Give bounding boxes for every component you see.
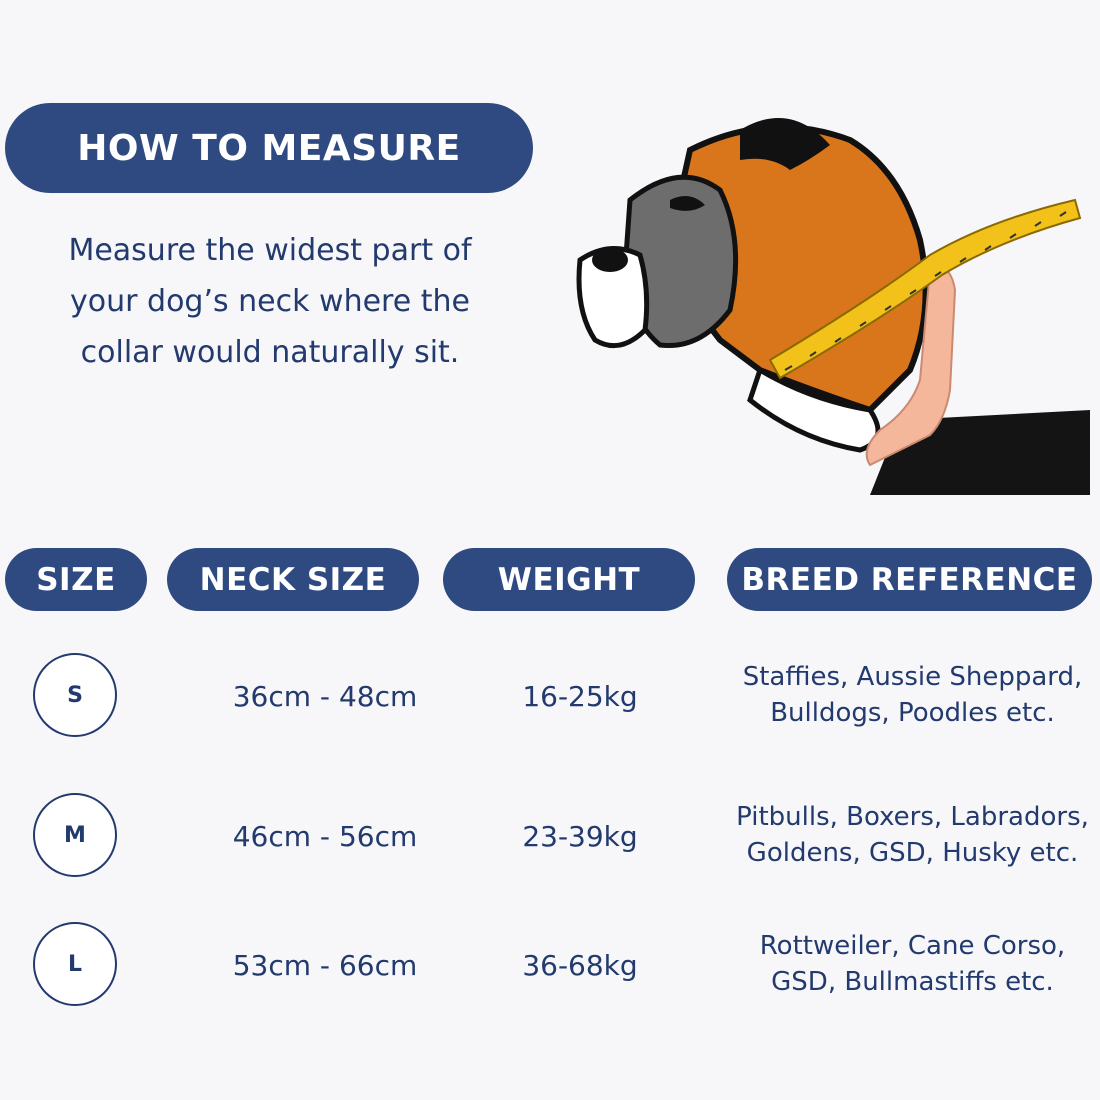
column-header-size: SIZE [5,548,147,611]
instruction-line: collar would naturally sit. [80,335,460,370]
weight-value: 16-25kg [522,680,638,713]
neck-size-value: 36cm - 48cm [232,680,418,713]
weight-value: 36-68kg [522,949,638,982]
how-to-measure-title: HOW TO MEASURE [5,103,533,193]
column-header-weight: WEIGHT [443,548,695,611]
breed-line: Staffies, Aussie Sheppard, [742,662,1083,692]
instruction-line: your dog’s neck where the [70,284,470,319]
breed-line: GSD, Bullmastiffs etc. [771,967,1054,997]
instruction-line: Measure the widest part of [68,233,472,268]
size-badge: M [33,793,117,877]
breed-reference [725,659,1100,731]
breed-line: Bulldogs, Poodles etc. [770,698,1055,728]
column-header-neck-size: NECK SIZE [167,548,419,611]
size-badge: L [33,922,117,1006]
boxer-dog-measuring-tape-icon [570,90,1090,495]
breed-line: Pitbulls, Boxers, Labradors, [736,802,1089,832]
measure-instructions [20,225,520,378]
breed-reference [725,928,1100,1000]
neck-size-value: 46cm - 56cm [232,820,418,853]
breed-line: Rottweiler, Cane Corso, [759,931,1066,961]
weight-value: 23-39kg [522,820,638,853]
size-badge: S [33,653,117,737]
breed-line: Goldens, GSD, Husky etc. [746,838,1079,868]
breed-reference [725,799,1100,871]
column-header-breed-reference: BREED REFERENCE [727,548,1092,611]
neck-size-value: 53cm - 66cm [232,949,418,982]
